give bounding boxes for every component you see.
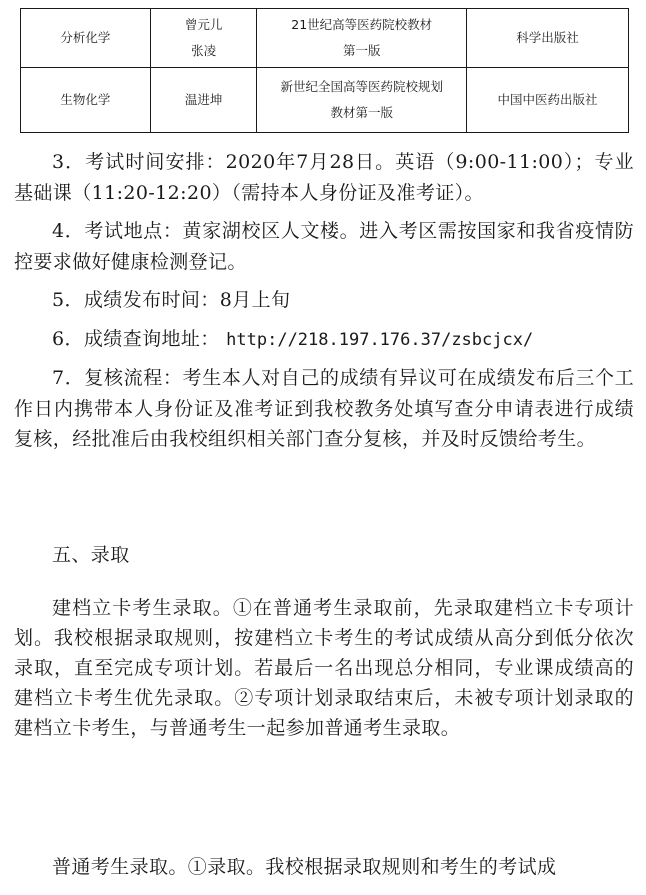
author-name: 曾元儿 bbox=[184, 17, 223, 32]
book-title-line: 21世纪高等医药院校教材 bbox=[291, 17, 433, 32]
admission-section bbox=[14, 540, 634, 571]
subject-cell: 分析化学 bbox=[21, 9, 151, 68]
general-admission-paragraph: 普通考生录取。①录取。我校根据录取规则和考生的考试成 bbox=[52, 856, 557, 878]
poverty-admission-paragraph: 建档立卡考生录取。①在普通考生录取前，先录取建档立卡专项计划。我校根据录取规则，按建档立卡考生的考试成绩从高分到低分依次录取，直至完成专项计划。若最后一名出现总分相同，专业课成绩高的建档立卡考生优先录取。②专项计划录取结束后，未被专项计划录取的建档立卡考生，与普通考生一起参加普通考生录取。 bbox=[14, 597, 634, 739]
book-title-line: 新世纪全国高等医药院校规划 bbox=[280, 79, 443, 94]
review-process-item: 7．复核流程：考生本人对自己的成绩有异议可在成绩发布后三个工作日内携带本人身份证及准考证到我校教务处填写查分申请表进行成绩复核，经批准后由我校组织相关部门查分复核，并及时反馈给考生。 bbox=[14, 367, 634, 450]
author-name: 张凌 bbox=[191, 43, 217, 58]
result-query-label: 6．成绩查询地址： bbox=[52, 327, 220, 350]
book-title-line: 教材第一版 bbox=[330, 105, 393, 120]
textbook-table bbox=[20, 8, 629, 133]
authors-cell bbox=[150, 9, 257, 68]
table-row bbox=[21, 68, 629, 133]
section-heading: 五、录取 bbox=[52, 544, 130, 566]
book-cell bbox=[257, 9, 467, 68]
poverty-admission-block bbox=[14, 593, 634, 743]
result-release-item: 5．成绩发布时间：8月上旬 bbox=[52, 289, 291, 311]
table-row bbox=[21, 9, 629, 68]
publisher-cell: 中国中医药出版社 bbox=[467, 68, 629, 133]
result-query-item bbox=[14, 324, 634, 356]
exam-schedule-item: 3．考试时间安排：2020年7月28日。英语（9:00-11:00）；专业基础课（11:20-12:20）（需持本人身份证及准考证）。 bbox=[14, 151, 634, 204]
general-admission-block bbox=[14, 852, 634, 883]
exam-info-list bbox=[14, 147, 634, 455]
exam-location-item: 4．考试地点：黄家湖校区人文楼。进入考区需按国家和我省疫情防控要求做好健康检测登记。 bbox=[14, 220, 634, 273]
subject-cell: 生物化学 bbox=[21, 68, 151, 133]
publisher-cell: 科学出版社 bbox=[467, 9, 629, 68]
authors-cell bbox=[150, 68, 257, 133]
book-title-line: 第一版 bbox=[342, 43, 381, 58]
result-query-link[interactable]: http://218.197.176.37/zsbcjcx/ bbox=[226, 329, 534, 350]
author-name: 温进坤 bbox=[184, 92, 223, 107]
book-cell bbox=[257, 68, 467, 133]
